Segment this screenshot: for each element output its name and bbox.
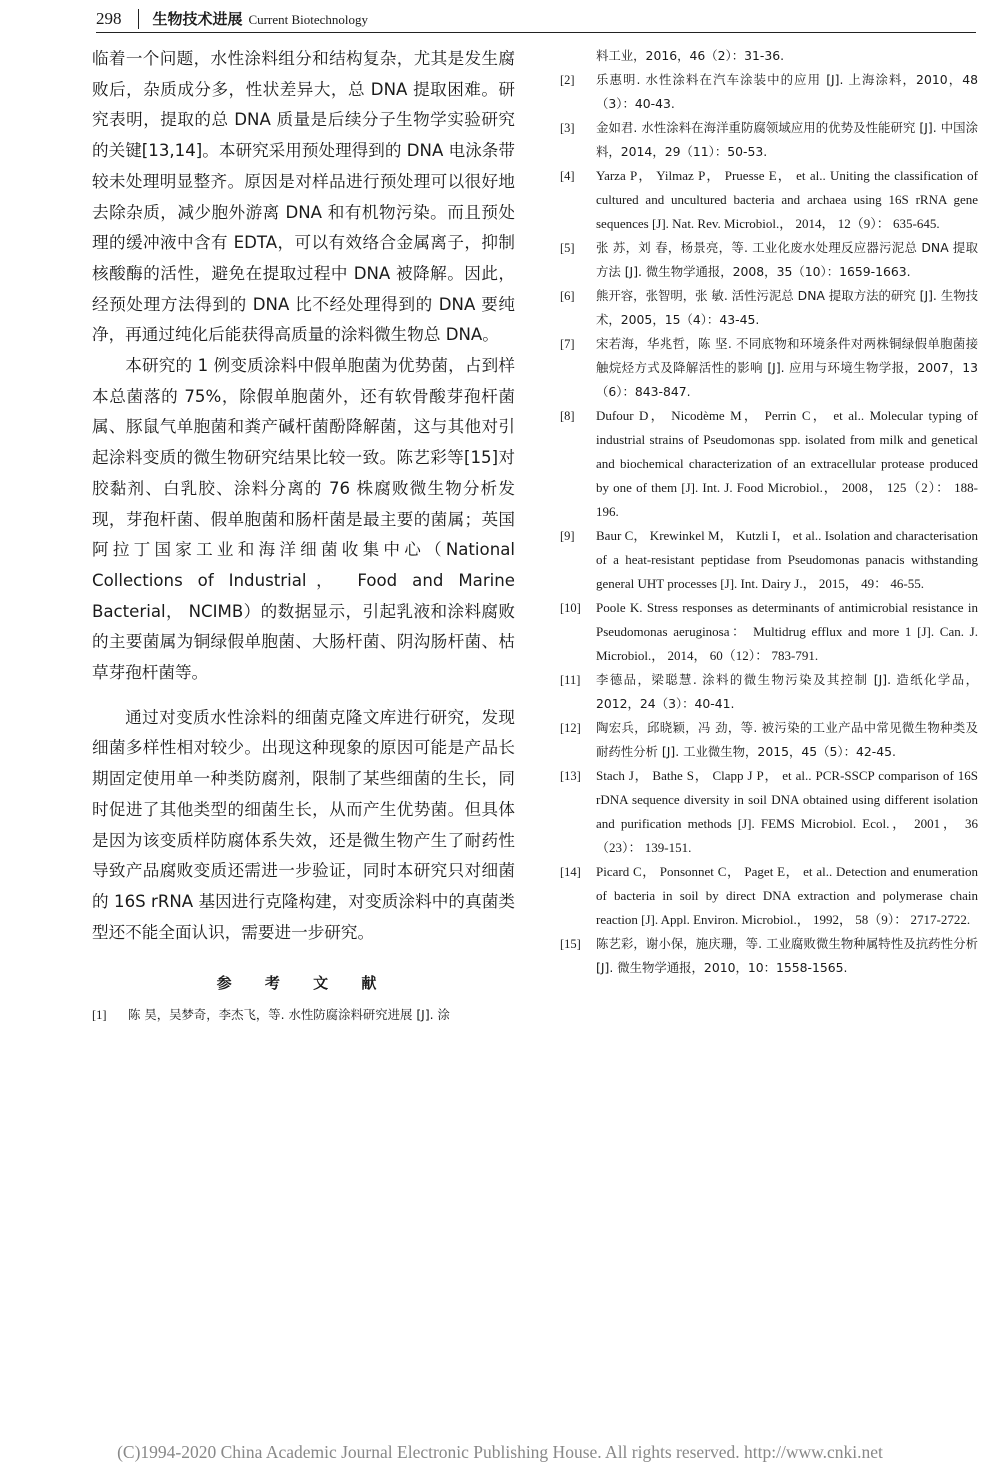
reference-number: [6] <box>560 289 575 303</box>
reference-item <box>560 716 978 764</box>
paragraph-gap <box>92 689 515 703</box>
running-header <box>96 8 368 30</box>
reference-text: 金如君. 水性涂料在海洋重防腐领域应用的优势及性能研究 [J]. 中国涂料，2014，29（11）：50-53. <box>596 120 978 159</box>
reference-item <box>560 116 978 164</box>
reference-item <box>560 932 978 980</box>
journal-title-cn: 生物技术进展 <box>152 10 243 28</box>
reference-item <box>560 44 978 68</box>
reference-text: Dufour D， Nicodème M， Perrin C， et al.. Molecular typing of industrial strains of Pseudomonas spp. isolated from milk and genetical and biochemical characterization of an extracellular protease produced by one of them [J]. Int. J. Food Microbiol.， 2008， 125（2）： 188-196. <box>596 408 978 519</box>
body-paragraph: 本研究的 1 例变质涂料中假单胞菌为优势菌，占到样本总菌落的 75%，除假单胞菌外，还有软骨酸芽孢杆菌属、豚鼠气单胞菌和粪产碱杆菌酚降解菌，这与其他对引起涂料变质的微生物研究结果比较一致。陈艺彩等[15]对胶黏剂、白乳胶、涂料分离的 76 株腐败微生物分析发现，芽孢杆菌、假单胞菌和肠杆菌是最主要的菌属；英国阿拉丁国家工业和海洋细菌收集中心（National Collections of Industrial， Food and Marine Bacterial， NCIMB）的数据显示，引起乳液和涂料腐败的主要菌属为铜绿假单胞菌、大肠杆菌、阴沟肠杆菌、枯草芽孢杆菌等。 <box>92 356 515 683</box>
body-paragraph: 通过对变质水性涂料的细菌克隆文库进行研究，发现细菌多样性相对较少。出现这种现象的原因可能是产品长期固定使用单一种类防腐剂，限制了某些细菌的生长，同时促进了其他类型的细菌生长，从而产生优势菌。但具体是因为该变质样防腐体系失效，还是微生物产生了耐药性导致产品腐败变质还需进一步验证，同时本研究只对细菌的 16S rRNA 基因进行克隆构建，对变质涂料中的真菌类型还不能全面认识，需要进一步研究。 <box>92 707 515 942</box>
reference-item <box>560 68 978 116</box>
reference-item <box>560 524 978 596</box>
reference-item <box>560 164 978 236</box>
reference-number: [10] <box>560 601 581 615</box>
reference-text: 熊开容，张智明，张 敏. 活性污泥总 DNA 提取方法的研究 [J]. 生物技术，2005，15（4）：43-45. <box>596 288 978 327</box>
references-right-list <box>560 44 978 980</box>
reference-number: [3] <box>560 121 575 135</box>
copyright-footer: (C)1994-2020 China Academic Journal Electronic Publishing House. All rights reserved. http://www.cnki.net <box>117 1442 883 1462</box>
reference-text: 宋若海，华兆哲，陈 坚. 不同底物和环境条件对两株铜绿假单胞菌接触烷烃方式及降解活性的影响 [J]. 应用与环境生物学报，2007，13（6）：843-847. <box>596 336 978 399</box>
body-paragraph: 临着一个问题，水性涂料组分和结构复杂，尤其是发生腐败后，杂质成分多，性状差异大，总 DNA 提取困难。研究表明，提取的总 DNA 质量是后续分子生物学实验研究的关键[13,14]。本研究采用预处理得到的 DNA 电泳条带较未处理明显整齐。原因是对样品进行预处理可以很好地去除杂质，减少胞外游离 DNA 和有机物污染。而且预处理的缓冲液中含有 EDTA，可以有效络合金属离子，抑制核酸酶的活性，避免在提取过程中 DNA 被降解。因此，经预处理方法得到的 DNA 比不经处理得到的 DNA 要纯净，再通过纯化后能获得高质量的涂料微生物总 DNA。 <box>92 49 515 345</box>
right-column <box>560 44 978 980</box>
reference-number: [9] <box>560 529 575 543</box>
page-number: 298 <box>96 9 122 28</box>
reference-number: [15] <box>560 937 581 951</box>
reference-text: Yarza P， Yilmaz P， Pruesse E， et al.. Uniting the classification of cultured and uncultured bacteria and archaea using 16S rRNA gene sequences [J]. Nat. Rev. Microbiol.， 2014， 12（9）： 635-645. <box>596 168 978 231</box>
reference-text: 李德品，梁聪慧. 涂料的微生物污染及其控制 [J]. 造纸化学品，2012，24（3）：40-41. <box>596 672 978 711</box>
reference-text: 陈艺彩，谢小保，施庆珊，等. 工业腐败微生物种属特性及抗药性分析 [J]. 微生物学通报，2010，10：1558-1565. <box>596 936 978 975</box>
reference-number: [4] <box>560 169 575 183</box>
header-rule <box>96 32 976 33</box>
reference-number: [11] <box>560 673 581 687</box>
reference-text: 料工业，2016，46（2）：31-36. <box>596 48 785 63</box>
reference-number: [14] <box>560 865 581 879</box>
reference-number: [12] <box>560 721 581 735</box>
reference-item <box>560 236 978 284</box>
reference-item <box>560 332 978 404</box>
reference-item <box>560 860 978 932</box>
reference-text: Baur C， Krewinkel M， Kutzli I， et al.. Isolation and characterisation of a heat-resistant peptidase from Pseudomonas panacis withstanding general UHT processes [J]. Int. Dairy J.， 2015， 49： 46-55. <box>596 528 978 591</box>
left-column <box>92 44 515 1027</box>
reference-item <box>560 284 978 332</box>
header-divider <box>138 9 139 29</box>
references-left-list <box>92 1003 515 1027</box>
reference-number: [13] <box>560 769 581 783</box>
reference-item <box>92 1003 515 1027</box>
reference-number: [2] <box>560 73 575 87</box>
reference-text: 陈 昊，吴梦奇，李杰飞，等. 水性防腐涂料研究进展 [J]. 涂 <box>128 1007 450 1023</box>
reference-text: 陶宏兵，邱晓颖，冯 劲，等. 被污染的工业产品中常见微生物种类及耐药性分析 [J]. 工业微生物，2015，45（5）：42-45. <box>596 720 978 759</box>
reference-number: [1] <box>92 1008 107 1023</box>
reference-text: Poole K. Stress responses as determinants of antimicrobial resistance in Pseudomonas aeruginosa： Multidrug efflux and more 1 [J]. Can. J. Microbiol.， 2014， 60（12）： 783-791. <box>596 600 978 663</box>
journal-title-en: Current Biotechnology <box>248 12 369 27</box>
reference-item <box>560 404 978 524</box>
reference-text: Picard C， Ponsonnet C， Paget E， et al.. Detection and enumeration of bacteria in soil by direct DNA extraction and polymerase chain reaction [J]. Appl. Environ. Microbiol.， 1992， 58（9）： 2717-2722. <box>596 864 978 927</box>
reference-number: [8] <box>560 409 575 423</box>
reference-item <box>560 764 978 860</box>
reference-text: Stach J， Bathe S， Clapp J P， et al.. PCR-SSCP comparison of 16S rDNA sequence diversity in soil DNA obtained using different isolation and purification methods [J]. FEMS Microbiol. Ecol.， 2001， 36（23）： 139-151. <box>596 768 978 855</box>
reference-text: 张 苏，刘 春，杨景亮，等. 工业化废水处理反应器污泥总 DNA 提取方法 [J]. 微生物学通报，2008，35（10）：1659-1663. <box>596 240 978 279</box>
reference-text: 乐惠明. 水性涂料在汽车涂装中的应用 [J]. 上海涂料，2010，48（3）：40-43. <box>596 72 978 111</box>
reference-number: [7] <box>560 337 575 351</box>
reference-item <box>560 668 978 716</box>
reference-item <box>560 596 978 668</box>
reference-number: [5] <box>560 241 575 255</box>
references-heading: 参 考 文 献 <box>216 974 391 993</box>
